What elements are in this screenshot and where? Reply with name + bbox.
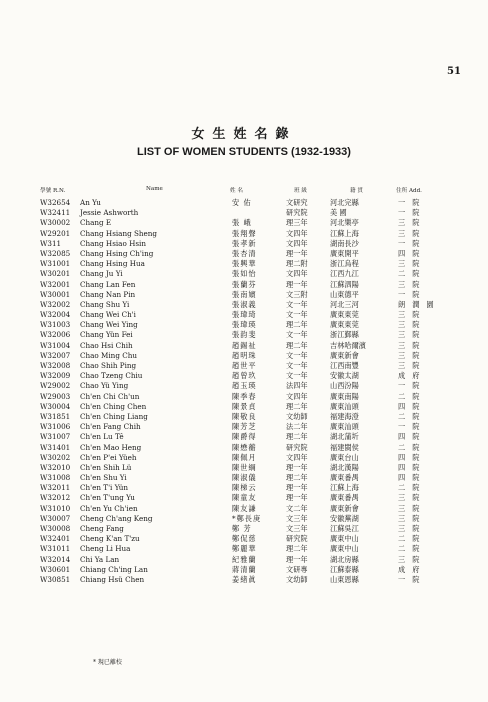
student-chinese-name: 陳景貞 <box>232 401 257 411</box>
student-name: Cheng Ch'ang Keng <box>80 513 153 523</box>
student-class: 理一年 <box>286 493 308 503</box>
header-address: 住所 Add. <box>396 188 422 194</box>
student-class: 文幼師 <box>286 574 308 584</box>
student-native-place: 江西南豐 <box>330 361 359 370</box>
student-name: Ch'en Ching Chen <box>80 401 147 411</box>
student-address: 三院 <box>398 361 427 370</box>
student-class: 文一年 <box>286 330 308 340</box>
student-row <box>0 320 488 330</box>
student-native-place: 江蘇泰縣 <box>330 564 359 574</box>
student-row <box>0 218 488 228</box>
student-native-place: 湖南長沙 <box>330 238 359 248</box>
student-row <box>0 453 488 463</box>
student-name: Chang Wei Ying <box>80 320 138 330</box>
student-row <box>0 330 488 340</box>
student-name: Chi Ya Lan <box>80 554 120 564</box>
student-native-place: 浙江鄞縣 <box>330 330 359 340</box>
student-name: Chang Yün Fei <box>80 330 133 340</box>
student-native-place: 江蘇上海 <box>330 483 359 493</box>
student-class: 理三年 <box>286 218 308 228</box>
student-name: Chang Hsiang Sheng <box>80 228 158 238</box>
student-row <box>0 534 488 544</box>
student-row <box>0 524 488 534</box>
student-class: 理一年 <box>286 462 308 472</box>
student-chinese-name: 陳爵得 <box>232 432 257 442</box>
student-rn: W30201 <box>40 269 71 279</box>
student-class: 法二年 <box>286 422 308 432</box>
student-row <box>0 229 488 239</box>
student-name: Chiang Ch'ing Lan <box>80 564 148 574</box>
student-chinese-name: 張南嬪 <box>232 289 257 299</box>
student-name: Chiang Hsü Chen <box>80 574 145 584</box>
student-rn: W30004 <box>40 401 71 411</box>
student-name: Ch'en Yu Ch'ien <box>80 503 138 513</box>
student-name: Ch'en Shu Yi <box>80 473 127 483</box>
student-name: Ch'en Fang Chih <box>80 422 141 432</box>
student-native-place: 廣東番禺 <box>330 493 359 503</box>
student-chinese-name: 鄭侃慈 <box>232 534 257 544</box>
student-chinese-name: 趙世平 <box>232 361 257 370</box>
student-native-place: 美 國 <box>330 208 347 218</box>
student-name: Chao Tzeng Chiu <box>80 371 143 381</box>
student-rn: W31004 <box>40 340 71 350</box>
student-chinese-name: 張興華 <box>232 259 257 269</box>
student-name: Chang Hsing Ch'ing <box>80 248 154 258</box>
student-rn: W31006 <box>40 422 71 432</box>
header-native-place: 籍 貫 <box>350 188 363 194</box>
student-row <box>0 422 488 432</box>
student-name: Ch'en Shih Lü <box>80 462 132 472</box>
student-name: Ch'en T'i Yün <box>80 483 129 493</box>
student-chinese-name: 鄭 芳 <box>232 524 252 533</box>
student-rn: W32012 <box>40 493 71 503</box>
student-chinese-name: 張杏清 <box>232 248 257 258</box>
student-row <box>0 412 488 422</box>
student-native-place: 湖北漢陽 <box>330 462 359 472</box>
student-address: 三院 <box>398 310 427 320</box>
student-address: 一院 <box>398 574 427 584</box>
student-class: 文四年 <box>286 238 308 248</box>
student-address: 二院 <box>398 391 427 401</box>
student-address: 三院 <box>398 279 427 289</box>
student-address: 二院 <box>398 544 427 554</box>
student-rn: W30601 <box>40 564 71 574</box>
student-row <box>0 249 488 259</box>
student-address: 一院 <box>398 198 427 207</box>
student-class: 理二年 <box>286 320 308 330</box>
student-row <box>0 504 488 514</box>
student-address: 三院 <box>398 503 427 513</box>
student-native-place: 廣東汕頭 <box>330 422 359 432</box>
student-native-place: 廣東開平 <box>330 248 359 258</box>
student-address: 三院 <box>398 340 427 350</box>
student-native-place: 江蘇吳江 <box>330 524 359 533</box>
student-rn: W31008 <box>40 473 71 483</box>
student-native-place: 吉林哈爾濱 <box>330 340 366 350</box>
header-class: 班 級 <box>294 188 307 194</box>
header-rn: 學號 R.N. <box>40 188 66 194</box>
student-chinese-name: 張 峨 <box>232 218 252 228</box>
student-name: Chang Nan Pin <box>80 289 136 299</box>
student-name: Ch'en Ching Liang <box>80 411 148 421</box>
student-native-place: 山西汾陽 <box>330 381 359 391</box>
student-row <box>0 402 488 412</box>
student-address: 三院 <box>398 330 427 340</box>
student-class: 研究院 <box>286 208 308 218</box>
student-rn: W32002 <box>40 299 71 309</box>
student-chinese-name: 安 佑 <box>232 198 252 207</box>
student-class: 理一年 <box>286 483 308 493</box>
student-chinese-name: 張淑義 <box>232 299 257 309</box>
page-title-english: LIST OF WOMEN STUDENTS (1932-1933) <box>137 146 351 158</box>
student-class: 理二年 <box>286 473 308 483</box>
student-row <box>0 371 488 381</box>
student-row <box>0 432 488 442</box>
student-class: 理二年 <box>286 340 308 350</box>
student-name: Chao Shih Ping <box>80 361 137 370</box>
student-name: Ch'en Lu Tê <box>80 432 124 442</box>
student-rn: W30007 <box>40 513 71 523</box>
student-class: 理一年 <box>286 248 308 258</box>
student-row <box>0 483 488 493</box>
student-native-place: 江西九江 <box>330 269 359 279</box>
student-native-place: 安徽太湖 <box>330 371 359 381</box>
student-address: 一院 <box>398 381 427 391</box>
student-name: Jessie Ashworth <box>80 208 139 218</box>
student-row <box>0 208 488 218</box>
student-class: 法四年 <box>286 381 308 391</box>
student-rn: W30202 <box>40 452 71 462</box>
student-rn: W311 <box>40 238 62 248</box>
student-class: 理一年 <box>286 279 308 289</box>
student-chinese-name: 蔣清蘭 <box>232 564 257 574</box>
student-native-place: 廣東汕頭 <box>330 401 359 411</box>
student-chinese-name: 陳梯云 <box>232 483 257 493</box>
student-chinese-name: 紀雅蘭 <box>232 554 257 564</box>
student-address: 三院 <box>398 513 427 523</box>
student-rn: W32007 <box>40 350 71 360</box>
student-rn: W32004 <box>40 310 71 320</box>
page-number: 51 <box>447 66 461 77</box>
student-name: Chang Ju Yi <box>80 269 123 279</box>
student-chinese-name: 陳佩月 <box>232 452 257 462</box>
student-native-place: 江蘇上海 <box>330 228 359 238</box>
student-class: 文二年 <box>286 503 308 513</box>
header-chinese-name: 姓 名 <box>230 188 243 194</box>
student-native-place: 山東恩縣 <box>330 574 359 584</box>
student-chinese-name: 陳童友 <box>232 493 257 503</box>
student-name: Ch'en P'ei Yüeh <box>80 452 137 462</box>
student-chinese-name: 張蘭芬 <box>232 279 257 289</box>
student-row <box>0 259 488 269</box>
student-row <box>0 290 488 300</box>
student-address: 一院 <box>398 208 427 218</box>
student-address: 三院 <box>398 320 427 330</box>
student-class: 文三年 <box>286 524 308 533</box>
student-row <box>0 473 488 483</box>
student-row <box>0 361 488 371</box>
student-class: 研究院 <box>286 442 308 452</box>
student-native-place: 廣東東莞 <box>330 310 359 320</box>
student-row <box>0 300 488 310</box>
student-row <box>0 555 488 565</box>
student-address: 二院 <box>398 483 427 493</box>
student-chinese-name: 趙曾玖 <box>232 371 257 381</box>
student-class: 理一年 <box>286 554 308 564</box>
student-rn: W32008 <box>40 361 71 370</box>
student-native-place: 江蘇泗陽 <box>330 279 359 289</box>
student-class: 文研究 <box>286 198 308 207</box>
student-address: 一院 <box>398 422 427 432</box>
student-class: 研究院 <box>286 534 308 544</box>
student-address: 三院 <box>398 524 427 533</box>
student-class: 文一年 <box>286 299 308 309</box>
student-chinese-name: 姜緒眞 <box>232 574 257 584</box>
student-chinese-name: 趙錫祉 <box>232 340 257 350</box>
student-class: 文四年 <box>286 228 308 238</box>
student-name: Chang Hsing Hua <box>80 259 145 269</box>
student-chinese-name: 張韵斐 <box>232 330 257 340</box>
student-row <box>0 463 488 473</box>
student-row <box>0 493 488 503</box>
student-native-place: 廣東東莞 <box>330 320 359 330</box>
student-class: 文一年 <box>286 371 308 381</box>
student-rn: W31011 <box>40 544 71 554</box>
student-rn: W32006 <box>40 330 71 340</box>
student-address: 一院 <box>398 289 427 299</box>
student-native-place: 廣東南陽 <box>330 391 359 401</box>
student-rn: W29201 <box>40 228 71 238</box>
student-rn: W32401 <box>40 534 71 544</box>
student-class: 文幼師 <box>286 411 308 421</box>
student-name: Chang Lan Fen <box>80 279 136 289</box>
student-class: 理二年 <box>286 432 308 442</box>
student-row <box>0 239 488 249</box>
student-rn: W31401 <box>40 442 71 452</box>
student-address: 四院 <box>398 401 427 411</box>
student-name: Chang E <box>80 218 112 228</box>
student-address: 四院 <box>398 248 427 258</box>
student-address: 四院 <box>398 462 427 472</box>
student-address: 二院 <box>398 442 427 452</box>
student-row <box>0 198 488 208</box>
student-chinese-name: 陳世綱 <box>232 462 257 472</box>
student-name: An Yu <box>80 198 101 207</box>
student-address: 三院 <box>398 554 427 564</box>
student-name: Chao Ming Chu <box>80 350 137 360</box>
student-row <box>0 310 488 320</box>
student-rn: W31010 <box>40 503 71 513</box>
student-rn: W32411 <box>40 208 71 218</box>
student-row <box>0 269 488 279</box>
student-rn: W30002 <box>40 218 71 228</box>
student-address: 四院 <box>398 432 427 442</box>
student-name: Ch'en T'ung Yu <box>80 493 135 503</box>
header-name: Name <box>146 186 163 192</box>
student-address: 二院 <box>398 269 427 279</box>
student-chinese-name: 陳懋蘅 <box>232 442 257 452</box>
student-native-place: 廣東中山 <box>330 544 359 554</box>
student-class: 理二年 <box>286 401 308 411</box>
student-name: Ch'en Chi Ch'un <box>80 391 140 401</box>
student-rn: W29002 <box>40 381 71 391</box>
student-native-place: 廣東番禺 <box>330 473 359 483</box>
student-address: 三院 <box>398 493 427 503</box>
student-class: 理二附 <box>286 259 308 269</box>
student-rn: W32010 <box>40 462 71 472</box>
student-chinese-name: 陳淑儀 <box>232 473 257 483</box>
student-native-place: 河北樂亭 <box>330 218 359 228</box>
student-name: Ch'en Mao Heng <box>80 442 142 452</box>
student-address: 成府 <box>398 371 427 381</box>
student-list <box>0 198 488 585</box>
student-row <box>0 575 488 585</box>
page-title-chinese: 女生姓名錄 <box>191 127 297 142</box>
student-class: 文一年 <box>286 310 308 320</box>
student-rn: W30851 <box>40 574 71 584</box>
student-class: 文一年 <box>286 350 308 360</box>
student-name: Chang Hsiao Hsin <box>80 238 146 248</box>
student-chinese-name: 陳敬良 <box>232 411 257 421</box>
student-rn: W32011 <box>40 483 71 493</box>
student-native-place: 廣東新會 <box>330 350 359 360</box>
student-chinese-name: 張瑋琦 <box>232 310 257 320</box>
student-class: 文三附 <box>286 289 308 299</box>
student-chinese-name: 張如怡 <box>232 269 257 279</box>
student-address: 三院 <box>398 259 427 269</box>
student-row <box>0 341 488 351</box>
student-address: 成府 <box>398 564 427 574</box>
student-rn: W29003 <box>40 391 71 401</box>
student-name: Chao Yü Ying <box>80 381 129 391</box>
student-native-place: 安徽蕪湖 <box>330 513 359 523</box>
student-rn: W31007 <box>40 432 71 442</box>
student-rn: W31851 <box>40 411 71 421</box>
student-row <box>0 544 488 554</box>
student-rn: W32009 <box>40 371 71 381</box>
student-chinese-name: 陳季春 <box>232 391 257 401</box>
student-native-place: 河北完縣 <box>330 198 359 207</box>
student-name: Cheng Li Hua <box>80 544 131 554</box>
student-rn: W32085 <box>40 248 71 258</box>
student-address: 四院 <box>398 452 427 462</box>
student-name: Chang Wei Ch'i <box>80 310 136 320</box>
student-address: 一院 <box>398 238 427 248</box>
student-class: 理二年 <box>286 544 308 554</box>
student-row <box>0 392 488 402</box>
student-row <box>0 443 488 453</box>
student-class: 文四年 <box>286 391 308 401</box>
student-native-place: 山東德平 <box>330 289 359 299</box>
student-class: 文四年 <box>286 269 308 279</box>
student-native-place: 廣東新會 <box>330 503 359 513</box>
student-native-place: 廣東中山 <box>330 534 359 544</box>
footnote: * 現已離校 <box>93 659 122 666</box>
student-name: Cheng K'an T'zu <box>80 534 140 544</box>
student-rn: W32654 <box>40 198 71 207</box>
student-address: 三院 <box>398 228 427 238</box>
student-chinese-name: 張孝新 <box>232 238 257 248</box>
student-chinese-name: 張翔聲 <box>232 228 257 238</box>
student-row <box>0 351 488 361</box>
student-native-place: 廣東台山 <box>330 452 359 462</box>
student-chinese-name: 鄭麗華 <box>232 544 257 554</box>
student-native-place: 湖北蒲圻 <box>330 432 359 442</box>
student-rn: W32014 <box>40 554 71 564</box>
student-class: 文四年 <box>286 452 308 462</box>
student-native-place: 福建海澄 <box>330 411 359 421</box>
student-name: Chao Hsi Chih <box>80 340 133 350</box>
student-class: 文一年 <box>286 361 308 370</box>
student-row <box>0 381 488 391</box>
student-address: 四院 <box>398 473 427 483</box>
student-address: 二院 <box>398 411 427 421</box>
student-class: 文三年 <box>286 513 308 523</box>
student-name: Chang Shu Yi <box>80 299 130 309</box>
student-row <box>0 565 488 575</box>
student-name: Cheng Fang <box>80 524 124 533</box>
student-chinese-name: 張瑋瑛 <box>232 320 257 330</box>
student-rn: W30008 <box>40 524 71 533</box>
student-address: 朗潤園 <box>398 299 441 309</box>
student-rn: W30001 <box>40 289 71 299</box>
student-chinese-name: 趙明珠 <box>232 350 257 360</box>
student-chinese-name: *鄭長庚 <box>232 513 262 523</box>
student-class: 文研專 <box>286 564 308 574</box>
student-address: 二院 <box>398 534 427 544</box>
student-address: 三院 <box>398 218 427 228</box>
student-native-place: 福建閩侯 <box>330 442 359 452</box>
student-row <box>0 514 488 524</box>
student-address: 三院 <box>398 350 427 360</box>
student-chinese-name: 趙玉瑛 <box>232 381 257 391</box>
student-native-place: 浙江烏程 <box>330 259 359 269</box>
student-row <box>0 280 488 290</box>
student-chinese-name: 陳芳芝 <box>232 422 257 432</box>
student-rn: W31003 <box>40 320 71 330</box>
student-rn: W31001 <box>40 259 71 269</box>
student-rn: W32001 <box>40 279 71 289</box>
student-chinese-name: 陳友謙 <box>232 503 257 513</box>
student-native-place: 湖北房縣 <box>330 554 359 564</box>
student-native-place: 河北三河 <box>330 299 359 309</box>
